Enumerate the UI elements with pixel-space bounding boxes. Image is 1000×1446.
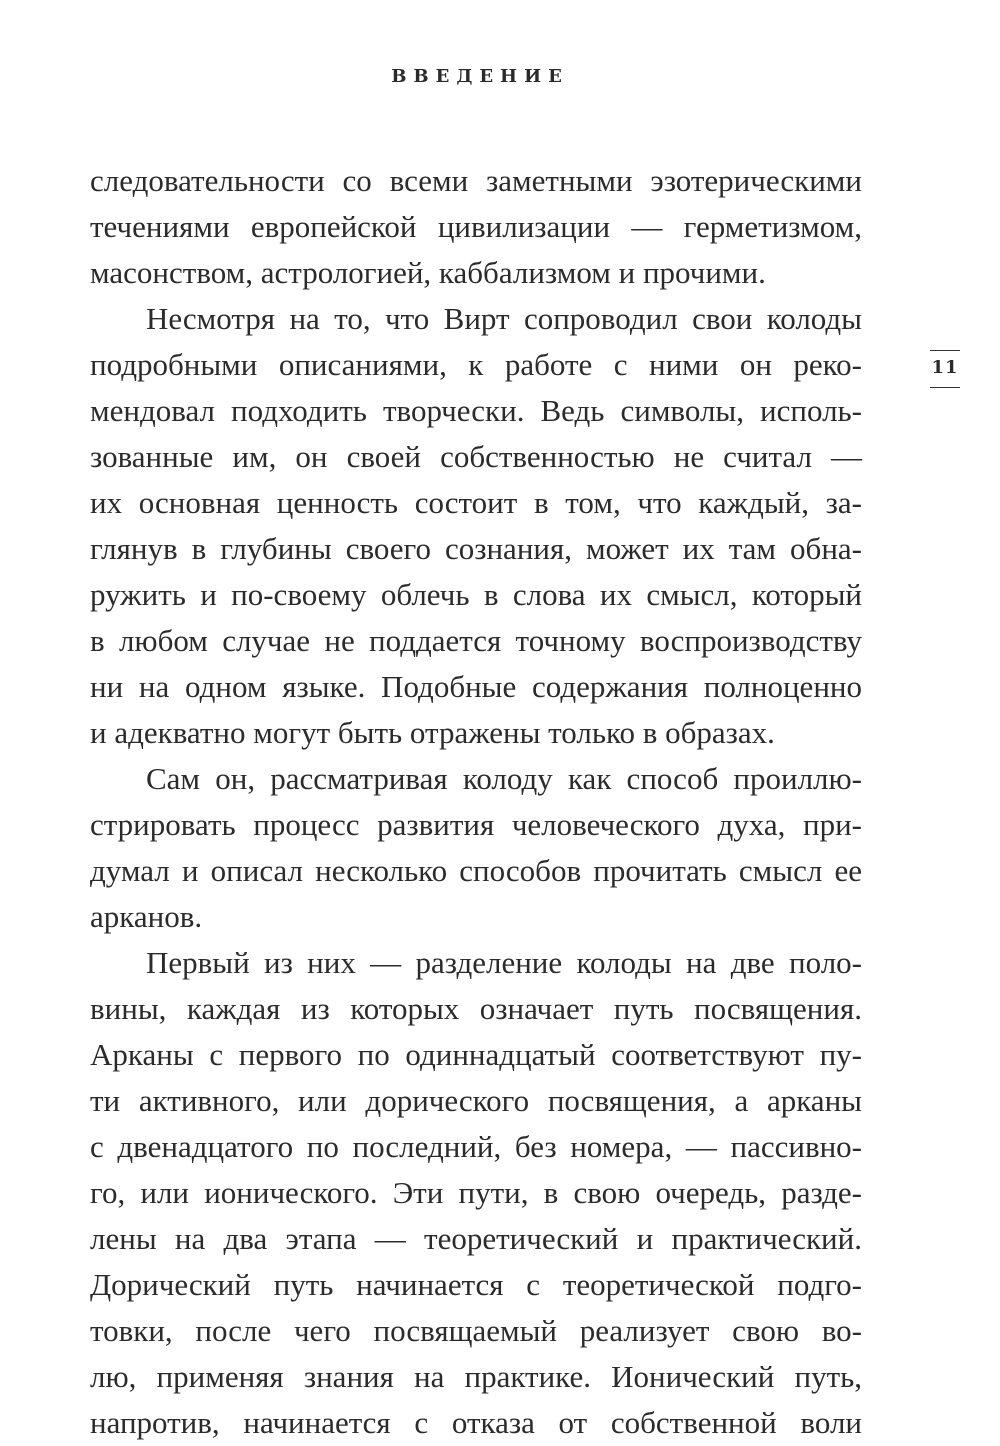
text-line: товки, после чего посвящаемый реализует свою во- — [90, 1313, 862, 1348]
text-line: глянув в глубины своего сознания, может их там обна- — [90, 531, 862, 566]
text-line: Сам он, рассматривая колоду как способ проиллю- — [146, 761, 862, 796]
text-line: ти активного, или дорического посвящения, а арканы — [90, 1083, 862, 1118]
text-line: течениями европейской цивилизации — герметизмом, — [90, 209, 862, 244]
text-line: напротив, начинается с отказа от собственной воли — [90, 1405, 862, 1440]
text-line: арканов. — [90, 899, 203, 934]
body-text — [90, 158, 862, 1446]
text-line: следовательности со всеми заметными эзотерическими — [90, 163, 862, 198]
running-head: ВВЕДЕНИЕ — [391, 66, 569, 87]
text-line: Несмотря на то, что Вирт сопроводил свои колоды — [146, 301, 862, 336]
text-line: вины, каждая из которых означает путь посвящения. — [90, 991, 862, 1026]
text-line: зованные им, он своей собственностью не считал — — [90, 439, 862, 474]
text-line: Дорический путь начинается с теоретической подго- — [90, 1267, 862, 1302]
text-line: в любом случае не поддается точному воспроизводству — [90, 623, 862, 658]
text-line: лю, применяя знания на практике. Ионический путь, — [90, 1359, 862, 1394]
text-line: с двенадцатого по последний, без номера, — пассивно- — [90, 1129, 862, 1164]
text-line: го, или ионического. Эти пути, в свою очередь, разде- — [90, 1175, 862, 1210]
folio-rule-bottom — [930, 387, 960, 388]
text-line: думал и описал несколько способов прочитать смысл ее — [90, 853, 862, 888]
text-line: Арканы с первого по одиннадцатый соответствуют пу- — [90, 1037, 862, 1072]
text-line: Первый из них — разделение колоды на две поло- — [146, 945, 862, 980]
text-line: и адекватно могут быть отражены только в образах. — [90, 715, 775, 750]
text-line: масонством, астрологией, каббализмом и прочими. — [90, 255, 766, 290]
text-line: ни на одном языке. Подобные содержания полноценно — [90, 669, 862, 704]
text-line: мендовал подходить творчески. Ведь символы, исполь- — [90, 393, 862, 428]
text-line: их основная ценность состоит в том, что каждый, за- — [90, 485, 862, 520]
page-number: 11 — [931, 357, 959, 378]
page-number-marker — [928, 350, 962, 388]
text-line: стрировать процесс развития человеческого духа, при- — [90, 807, 862, 842]
text-line: подробными описаниями, к работе с ними он реко- — [90, 347, 862, 382]
text-line: ружить и по-своему облечь в слова их смысл, который — [90, 577, 862, 612]
text-line: лены на два этапа — теоретический и практический. — [90, 1221, 862, 1256]
